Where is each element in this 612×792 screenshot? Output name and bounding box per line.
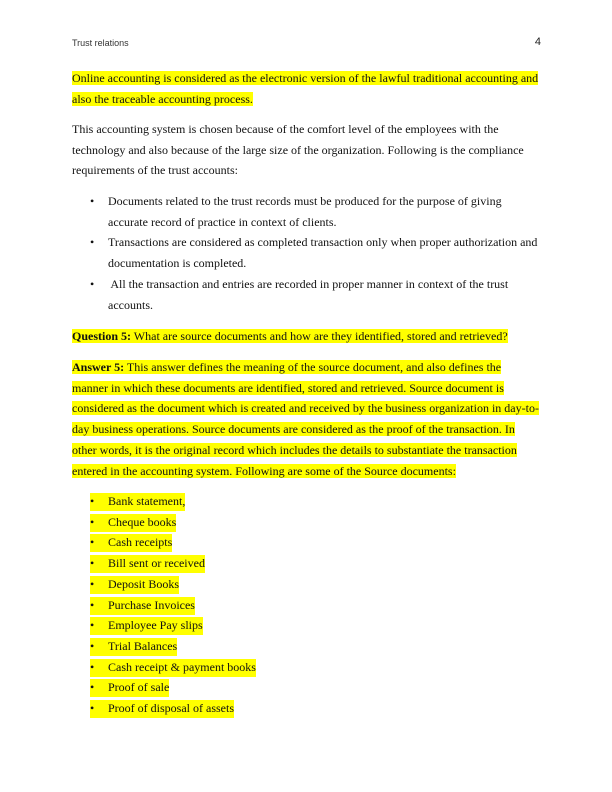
list-item xyxy=(90,274,550,315)
list-item-text: accurate record of practice in context of clients. xyxy=(108,214,337,229)
question-5 xyxy=(72,326,542,347)
list-item xyxy=(90,191,550,232)
highlighted-text: Online accounting is considered as the electronic version of the lawful traditional accounting and also the traceable accounting process. xyxy=(72,71,539,106)
bullet-icon: • xyxy=(90,659,95,674)
page-number: 4 xyxy=(534,36,541,48)
bullet-icon: • xyxy=(90,638,95,653)
bullet-icon: • xyxy=(90,514,95,529)
list-item-text: Cash receipts xyxy=(108,535,173,550)
answer-line: other words, it is the original record which includes the details to substantiate the transaction xyxy=(72,442,517,457)
list-item-text: Documents related to the trust records must be produced for the purpose of giving xyxy=(108,194,502,208)
bullet-icon: • xyxy=(90,194,95,208)
answer-line: entered in the accounting system. Following are some of the Source documents: xyxy=(72,463,456,478)
answer-line: considered as the document which is created and received by the business organization in day-to- xyxy=(72,401,539,416)
answer-line: day business operations. Source documents are considered as the proof of the transaction. In xyxy=(72,422,515,437)
compliance-list xyxy=(90,191,550,315)
answer-5 xyxy=(72,357,552,481)
list-item-text: Proof of sale xyxy=(108,680,170,695)
bullet-icon: • xyxy=(90,618,95,633)
list-item-text: Bill sent or received xyxy=(108,556,205,571)
list-item-text: Cheque books xyxy=(108,514,177,529)
question-label: Question 5: xyxy=(72,329,132,343)
list-item xyxy=(90,574,256,595)
list-item xyxy=(90,657,256,678)
bullet-icon: • xyxy=(90,276,95,291)
list-item-text: Employee Pay slips xyxy=(108,618,203,633)
system-paragraph: This accounting system is chosen because of the comfort level of the employees with the technology and also because of the large size of the organization. Following is the compliance requirements of the trust accounts: xyxy=(72,122,524,178)
list-item-text: Cash receipt & payment books xyxy=(108,659,256,674)
list-item xyxy=(90,636,256,657)
list-item xyxy=(90,615,256,636)
bullet-icon: • xyxy=(90,535,95,550)
bullet-icon: • xyxy=(90,701,95,716)
list-item-text: Proof of disposal of assets xyxy=(108,701,234,716)
list-item-text: Deposit Books xyxy=(108,576,180,591)
list-item xyxy=(90,491,256,512)
running-header: Trust relations xyxy=(72,38,129,48)
list-item xyxy=(90,677,256,698)
bullet-icon: • xyxy=(90,494,95,508)
question-text: What are source documents and how are they identified, stored and retrieved? xyxy=(131,329,508,343)
list-item-text: documentation is completed. xyxy=(108,256,247,271)
answer-label: Answer 5: xyxy=(72,360,125,374)
bullet-icon: • xyxy=(90,680,95,695)
bullet-icon: • xyxy=(90,556,95,571)
list-item xyxy=(90,512,256,533)
list-item-text: Bank statement, xyxy=(108,494,186,508)
list-item xyxy=(90,532,256,553)
bullet-icon: • xyxy=(90,235,95,250)
intro-paragraph xyxy=(72,68,542,109)
answer-line: manner in which these documents are identified, stored and retrieved. Source document is xyxy=(72,380,504,395)
list-item xyxy=(90,232,550,273)
list-item xyxy=(90,595,256,616)
bullet-icon: • xyxy=(90,597,95,612)
list-item-text: Purchase Invoices xyxy=(108,597,195,612)
bullet-icon: • xyxy=(90,576,95,591)
list-item-text: All the transaction and entries are recorded in proper manner in context of the trust xyxy=(108,276,509,291)
source-documents-list xyxy=(90,491,256,719)
list-item xyxy=(90,553,256,574)
list-item-text: accounts. xyxy=(108,297,153,312)
list-item xyxy=(90,698,256,719)
answer-line: This answer defines the meaning of the source document, and also defines the xyxy=(124,360,502,374)
list-item-text: Transactions are considered as completed transaction only when proper authorization and xyxy=(108,235,538,250)
list-item-text: Trial Balances xyxy=(108,638,178,653)
